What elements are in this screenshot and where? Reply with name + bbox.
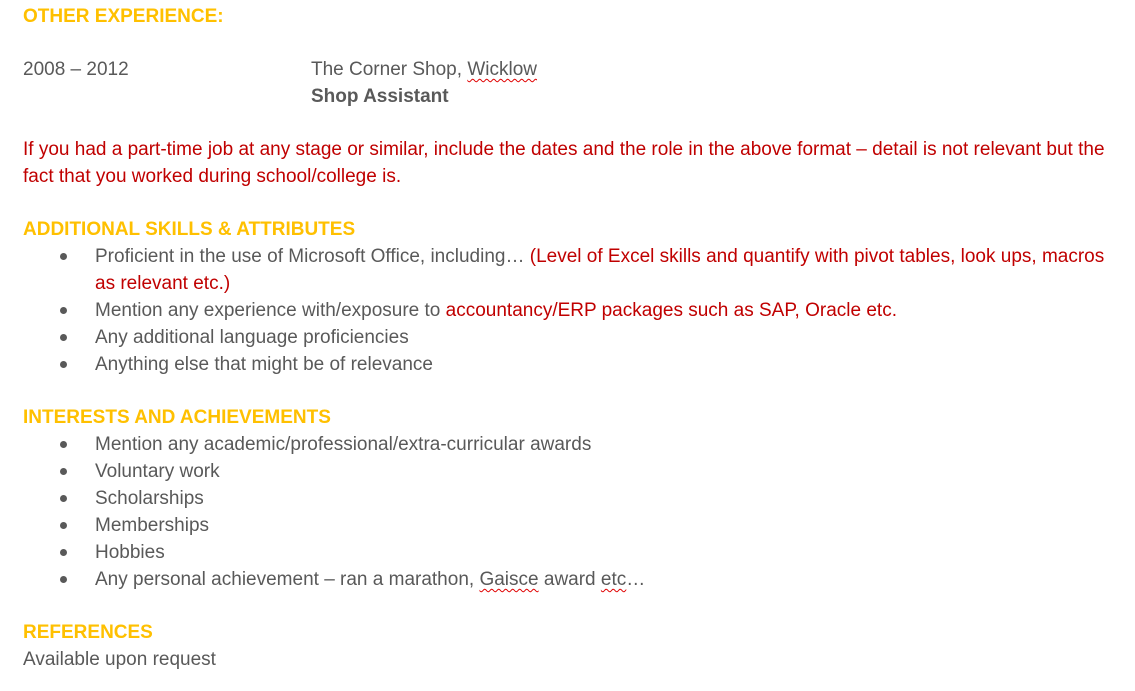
bullet-icon [60, 549, 67, 556]
spacer [23, 30, 1123, 56]
bullet-icon [60, 468, 67, 475]
employer-location: Wicklow [467, 59, 537, 80]
experience-role-row [23, 83, 1123, 110]
list-item [23, 431, 1123, 458]
list-item [23, 566, 1123, 593]
interest-text: Scholarships [95, 488, 204, 509]
interest-word-etc: etc [600, 569, 627, 590]
interest-word-gaisce: Gaisce [479, 569, 539, 590]
interest-text: Voluntary work [95, 461, 220, 482]
list-item [23, 297, 1123, 324]
list-item [23, 485, 1123, 512]
experience-role: Shop Assistant [311, 86, 449, 107]
experience-employer [311, 56, 537, 83]
bullet-icon [60, 495, 67, 502]
spacer [23, 110, 1123, 136]
spacer [23, 190, 1123, 216]
experience-entry [23, 56, 1123, 83]
skill-text: Any additional language proficiencies [95, 327, 409, 348]
list-item [23, 243, 1123, 297]
experience-dates: 2008 – 2012 [23, 59, 129, 80]
skills-list [23, 243, 1123, 378]
spacer [23, 593, 1123, 619]
employer-name: The Corner Shop, [311, 59, 468, 80]
interest-text: Memberships [95, 515, 210, 536]
list-item [23, 351, 1123, 378]
other-experience-heading: OTHER EXPERIENCE: [23, 6, 224, 27]
skill-text: Proficient in the use of Microsoft Office, including… [95, 246, 530, 267]
references-text: Available upon request [23, 649, 216, 670]
bullet-icon [60, 441, 67, 448]
interest-text: Hobbies [95, 542, 165, 563]
list-item [23, 324, 1123, 351]
interest-text: Mention any academic/professional/extra-curricular awards [95, 434, 592, 455]
interests-heading: INTERESTS AND ACHIEVEMENTS [23, 407, 331, 428]
skill-highlight: (Level of Excel skills and quantify with pivot tables, look ups, macros as relevant etc.) [95, 246, 1105, 294]
interest-text: award [538, 569, 601, 590]
bullet-icon [60, 307, 67, 314]
skills-heading: ADDITIONAL SKILLS & ATTRIBUTES [23, 219, 356, 240]
references-heading: REFERENCES [23, 622, 153, 643]
list-item [23, 512, 1123, 539]
bullet-icon [60, 253, 67, 260]
skill-highlight: accountancy/ERP packages such as SAP, Oracle etc. [445, 300, 897, 321]
interest-text: Any personal achievement – ran a marathon, [95, 569, 480, 590]
experience-note: If you had a part-time job at any stage or similar, include the dates and the role in the above format – detail is not relevant but the fact that you worked during school/college is. [23, 139, 1105, 187]
spacer [23, 378, 1123, 404]
bullet-icon [60, 522, 67, 529]
bullet-icon [60, 334, 67, 341]
list-item [23, 458, 1123, 485]
list-item [23, 539, 1123, 566]
interest-text: … [626, 569, 646, 590]
bullet-icon [60, 576, 67, 583]
skill-text: Anything else that might be of relevance [95, 354, 433, 375]
interests-list [23, 431, 1123, 593]
document-page [23, 3, 1123, 673]
bullet-icon [60, 361, 67, 368]
skill-text: Mention any experience with/exposure to [95, 300, 446, 321]
